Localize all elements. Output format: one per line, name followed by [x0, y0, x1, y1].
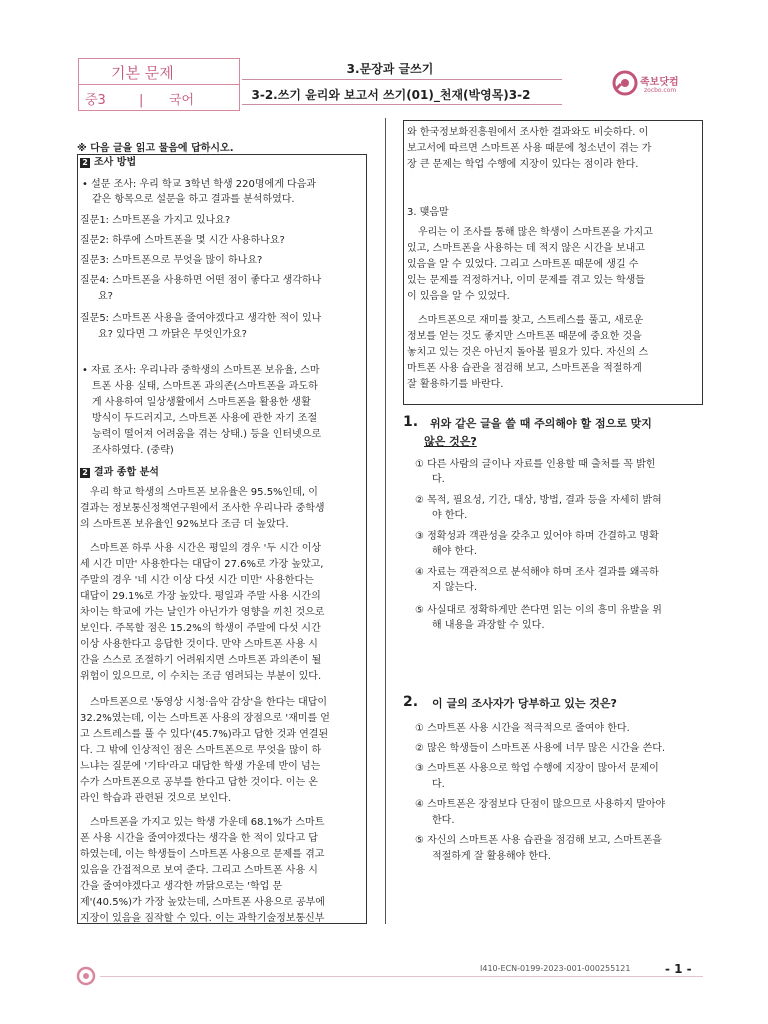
subject-label: 국어	[169, 93, 195, 108]
passage-line: 트폰 사용 실태, 스마트폰 과의존(스마트폰을 과도하	[92, 381, 318, 392]
passage-line: 질문3: 스마트폰으로 무엇을 많이 하나요?	[80, 255, 263, 266]
passage-line: 있음을 간접적으로 보여 준다. 그리고 스마트폰 사용 시	[80, 865, 318, 876]
passage-line: 간을 스스로 조절하기 어려워지면 스마트폰 과의존이 될	[80, 655, 322, 666]
section-heading-conclusion: 3. 맺음말	[407, 207, 449, 218]
passage-line: 이상 사용한다고 응답한 것이다. 만약 스마트폰 사용 시	[80, 639, 318, 650]
q1-option-3[interactable]: ③ 정확성과 객관성을 갖추고 있어야 하며 간결하고 명확	[415, 531, 659, 542]
question-2-number: 2.	[403, 694, 419, 710]
passage-line: 게 사용하여 일상생활에서 스마트폰을 활용한 생활	[92, 397, 311, 408]
passage-line: • 설문 조사: 우리 학교 3학년 학생 220명에게 다음과	[82, 179, 317, 190]
q1-option-3-cont: 해야 한다.	[432, 546, 477, 557]
passage-line: 지장이 있음을 짐작할 수 있다. 이는 과학기술정보통신부	[80, 913, 325, 924]
passage-line: 정보를 얻는 것도 좋지만 스마트폰 때문에 중요한 것을	[407, 331, 642, 342]
passage-line: 요? 있다면 그 까닭은 무엇인가요?	[98, 329, 247, 340]
passage-line: 수가 스마트폰으로 공부를 한다고 답한 것이다. 이는 온	[80, 777, 318, 788]
passage-line: 이 있음을 알 수 있었다.	[407, 291, 510, 302]
passage-line: • 자료 조사: 우리나라 중학생의 스마트폰 보유율, 스마	[82, 365, 320, 376]
section-heading-method: 2 조사 방법	[80, 156, 136, 170]
question-1-number: 1.	[403, 414, 419, 430]
question-1-text: 않은 것은?	[424, 435, 477, 448]
passage-line: 있는 문제를 걱정하거나, 이미 문제를 겪고 있는 학생들	[407, 275, 645, 286]
q1-option-5-cont: 해 내용을 과장할 수 있다.	[432, 620, 545, 631]
grade-label: 중3	[85, 93, 106, 108]
passage-line: 같은 항목으로 설문을 하고 결과를 분석하였다.	[92, 194, 295, 205]
q1-option-1-cont: 다.	[432, 474, 445, 485]
passage-line: 질문1: 스마트폰을 가지고 있나요?	[80, 215, 231, 226]
q1-option-1[interactable]: ① 다른 사람의 글이나 자료를 인용할 때 출처를 꼭 밝힌	[415, 459, 656, 470]
passage-line: 보인다. 주목할 점은 15.2%의 학생이 주말에 다섯 시간	[80, 623, 321, 634]
page-header	[0, 0, 768, 115]
passage-line: 간을 줄여야겠다고 생각한 까닭으로는 '학업 문	[80, 881, 283, 892]
passage-line: 32.2%였는데, 이는 스마트폰 사용의 장점으로 '재미를 얻	[80, 713, 330, 724]
column-divider	[385, 118, 386, 924]
q1-option-5[interactable]: ⑤ 사실대로 정확하게만 쓴다면 읽는 이의 흥미 유발을 위	[415, 605, 662, 616]
passage-line: 대답이 29.1%로 가장 높았다. 평일과 주말 사용 시간의	[80, 591, 321, 602]
passage-line: 질문4: 스마트폰을 사용하면 어떤 점이 좋다고 생각하나	[80, 275, 322, 286]
passage-line: 있음을 알 수 있었다. 그리고 스마트폰 때문에 생길 수	[407, 259, 639, 270]
q1-option-2[interactable]: ② 목적, 필요성, 기간, 대상, 방법, 결과 등을 자세히 밝혀	[415, 495, 662, 506]
passage-line: 와 한국정보화진흥원에서 조사한 결과와도 비슷하다. 이	[407, 127, 649, 138]
passage-box-left	[77, 154, 367, 924]
passage-line: 차이는 학교에 가는 날인가 아닌가가 영향을 끼친 것으로	[80, 607, 325, 618]
passage-line: 폰 사용 시간을 줄여야겠다는 생각을 한 적이 있다고 답	[80, 833, 318, 844]
passage-line: 우리 학교 학생의 스마트폰 보유율은 95.5%인데, 이	[90, 487, 318, 498]
page-number: - 1 -	[665, 962, 692, 976]
footer-divider	[100, 976, 703, 977]
passage-line: 스마트폰 하루 사용 시간은 평일의 경우 '두 시간 이상	[90, 543, 322, 554]
header-divider	[242, 104, 562, 105]
section-heading-results: 2 결과 종합 분석	[80, 466, 159, 480]
q1-option-4-cont: 지 않는다.	[432, 582, 477, 593]
q2-option-5[interactable]: ⑤ 자신의 스마트폰 사용 습관을 점검해 보고, 스마트폰을	[415, 835, 662, 846]
question-2-text: 이 글의 조사자가 당부하고 있는 것은?	[432, 697, 617, 710]
passage-line: 결과는 정보통신정책연구원에서 조사한 우리나라 중학생	[80, 503, 325, 514]
passage-line: 능력이 떨어져 어려움을 겪는 상태.) 등을 인터넷으로	[92, 429, 322, 440]
brand-url: zocbo.com	[644, 87, 677, 94]
passage-line: 스마트폰으로 '동영상 시청·음악 감상'을 한다는 대답이	[90, 697, 328, 708]
q2-option-1[interactable]: ① 스마트폰 사용 시간을 적극적으로 줄여야 한다.	[415, 723, 630, 734]
unit-title: 3.문장과 글쓰기	[346, 62, 434, 76]
passage-line: 라인 학습과 관련된 것으로 보인다.	[80, 793, 232, 804]
q1-option-2-cont: 야 한다.	[432, 510, 468, 521]
passage-line: 제'(40.5%)가 가장 높았는데, 스마트폰 사용으로 공부에	[80, 897, 325, 908]
passage-line: 질문5: 스마트폰 사용을 줄여야겠다고 생각한 적이 있나	[80, 313, 322, 324]
passage-line: 잘 활용하기를 바란다.	[407, 379, 504, 390]
q2-option-4-cont: 한다.	[432, 815, 455, 826]
passage-line: 장 큰 문제는 학업 수행에 지장이 있다는 점이라 한다.	[407, 159, 639, 170]
q2-option-3-cont: 다.	[432, 779, 445, 790]
q2-option-4[interactable]: ④ 스마트폰은 장점보다 단점이 많으므로 사용하지 말아야	[415, 799, 666, 810]
header-divider	[242, 79, 562, 80]
passage-line: 주말의 경우 '네 시간 이상 다섯 시간 미만' 사용한다는	[80, 575, 314, 586]
passage-line: 우리는 이 조사를 통해 많은 학생이 스마트폰을 가지고	[418, 227, 653, 238]
category-tag	[78, 58, 240, 111]
q1-option-4[interactable]: ④ 자료는 객관적으로 분석해야 하며 조사 결과를 왜곡하	[415, 567, 659, 578]
passage-line: 있고, 스마트폰을 사용하는 데 적지 않은 시간을 보내고	[407, 243, 645, 254]
brand-logo-icon	[612, 70, 638, 96]
passage-line: 의 스마트폰 보유율인 92%보다 조금 더 높았다.	[80, 519, 289, 530]
question-1-text: 위와 같은 글을 쓸 때 주의해야 할 점으로 맞지	[430, 417, 652, 430]
separator: |	[139, 93, 144, 108]
passage-line: 다. 그 밖에 인상적인 점은 스마트폰으로 무엇을 많이 하	[80, 745, 322, 756]
footer-logo-icon	[76, 966, 96, 986]
q2-option-3[interactable]: ③ 스마트폰 사용으로 학업 수행에 지장이 많아서 문제이	[415, 763, 659, 774]
passage-line: 질문2: 하루에 스마트폰을 몇 시간 사용하나요?	[80, 235, 285, 246]
passage-line: 놓치고 있는 것은 아닌지 돌아볼 필요가 있다. 자신의 스	[407, 347, 649, 358]
category-label: 기본 문제	[79, 59, 239, 85]
passage-line: 조사하였다. (중략)	[92, 445, 174, 456]
grade-subject	[79, 85, 239, 110]
passage-line: 스마트폰을 가지고 있는 학생 가운데 68.1%가 스마트	[90, 817, 325, 828]
lesson-title: 3-2.쓰기 윤리와 보고서 쓰기(01)_천재(박영목)3-2	[251, 88, 531, 102]
passage-line: 스마트폰으로 재미를 찾고, 스트레스를 풀고, 새로운	[418, 315, 644, 326]
passage-line: 하였는데, 이는 학생들이 스마트폰 사용으로 문제를 겪고	[80, 849, 325, 860]
document-code: I410-ECN-0199-2023-001-000255121	[480, 964, 631, 973]
passage-line: 고 스트레스를 풀 수 있다'(45.7%)라고 답한 것과 연결된	[80, 729, 329, 740]
passage-line: 위험이 있으므로, 이 수치는 조금 염려되는 부분이 있다.	[80, 671, 322, 682]
instruction: ※ 다음 글을 읽고 물음에 답하시오.	[77, 143, 234, 154]
passage-line: 느냐는 질문에 '기타'라고 대답한 학생 가운데 반이 넘는	[80, 761, 321, 772]
passage-line: 방식이 두드러지고, 스마트폰 사용에 관한 자기 조절	[92, 413, 318, 424]
passage-line: 세 시간 미만' 사용한다는 대답이 27.6%로 가장 높았고,	[80, 559, 324, 570]
passage-line: 보고서에 따르면 스마트폰 사용 때문에 청소년이 겪는 가	[407, 143, 652, 154]
q2-option-5-cont: 적절하게 잘 활용해야 한다.	[432, 851, 551, 862]
q2-option-2[interactable]: ② 많은 학생들이 스마트폰 사용에 너무 많은 시간을 쓴다.	[415, 743, 666, 754]
brand-name: 족보닷컴	[640, 77, 679, 88]
passage-line: 요?	[98, 291, 113, 302]
passage-line: 마트폰 사용 습관을 점검해 보고, 스마트폰을 적절하게	[407, 363, 642, 374]
